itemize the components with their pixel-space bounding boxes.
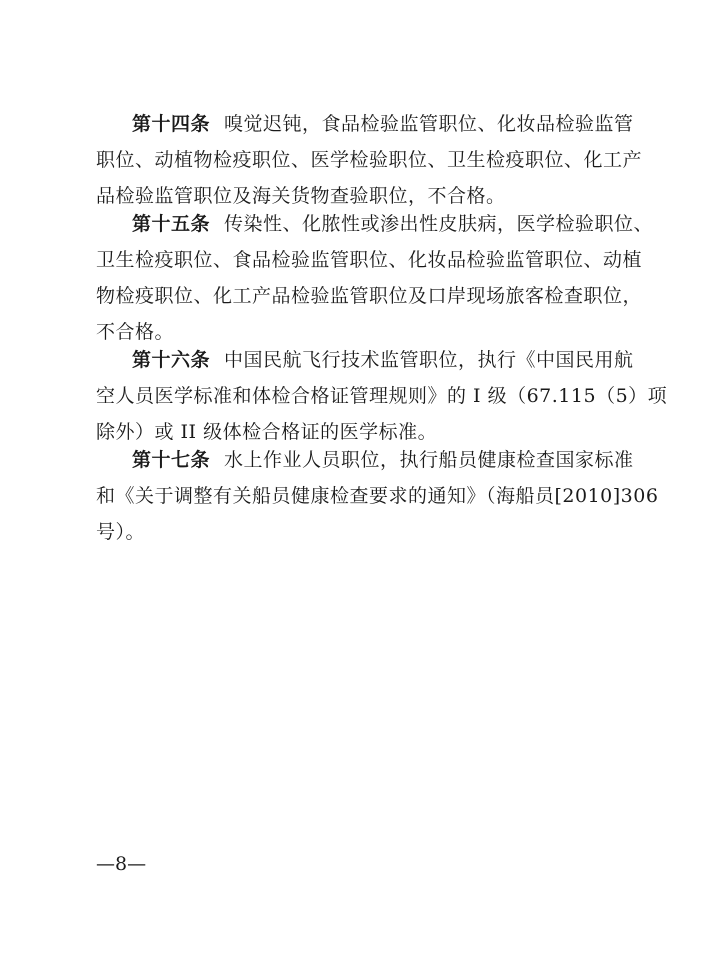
article-15-line-4: 不合格。 (96, 321, 175, 343)
page-number: —8— (96, 853, 147, 875)
article-14-line-1: 嗅觉迟钝，食品检验监管职位、化妆品检验监管 (224, 113, 634, 135)
article-14-line-3: 品检验监管职位及海关货物查验职位，不合格。 (96, 185, 506, 207)
article-14-line-2: 职位、动植物检疫职位、医学检验职位、卫生检疫职位、化工产 (96, 149, 643, 171)
article-15-label: 第十五条 (132, 213, 211, 235)
article-14-label: 第十四条 (132, 113, 211, 135)
article-17-first-line (96, 442, 634, 478)
article-16-line-1: 中国民航飞行技术监管职位，执行《中国民用航 (224, 349, 634, 371)
article-17-label: 第十七条 (132, 449, 211, 471)
article-15-line-2: 卫生检疫职位、食品检验监管职位、化妆品检验监管职位、动植 (96, 249, 643, 271)
article-15-line-3: 物检疫职位、化工产品检验监管职位及口岸现场旅客检查职位， (96, 285, 643, 307)
article-14-first-line (96, 106, 634, 142)
article-17-line-1: 水上作业人员职位，执行船员健康检查国家标准 (224, 449, 634, 471)
article-14 (96, 106, 643, 214)
article-16 (96, 342, 668, 450)
article-16-first-line (96, 342, 634, 378)
article-17-line-3: 号）。 (96, 521, 146, 543)
article-16-label: 第十六条 (132, 349, 211, 371)
article-15-first-line (96, 206, 654, 242)
article-15 (96, 206, 654, 350)
article-16-line-2: 空人员医学标准和体检合格证管理规则》的 I 级（67.115（5）项 (96, 385, 668, 407)
article-16-line-3: 除外）或 II 级体检合格证的医学标准。 (96, 421, 438, 443)
article-17 (96, 442, 659, 550)
article-17-line-2: 和《关于调整有关船员健康检查要求的通知》（海船员[2010]306 (96, 485, 659, 507)
article-15-line-1: 传染性、化脓性或渗出性皮肤病，医学检验职位、 (224, 213, 654, 235)
